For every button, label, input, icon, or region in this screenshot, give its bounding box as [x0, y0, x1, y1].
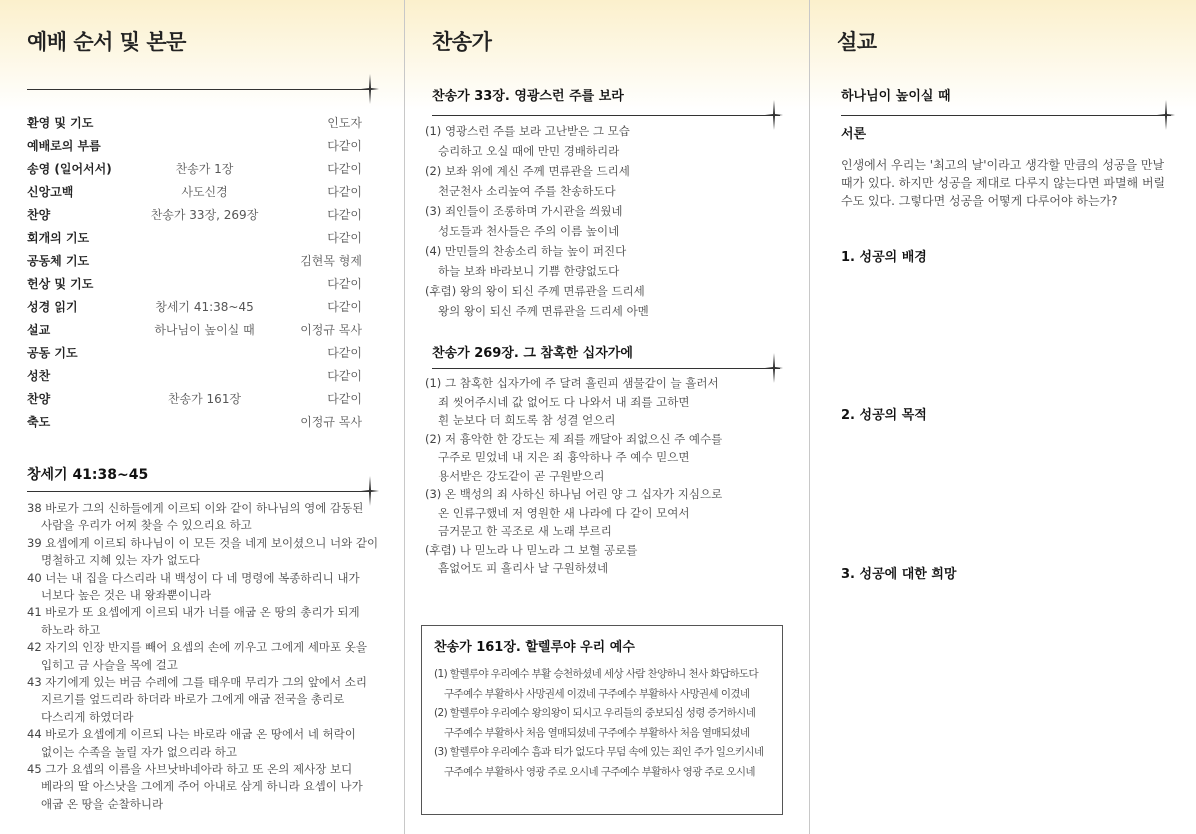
section-title-hymns: 찬송가	[432, 30, 492, 54]
scripture-line: 40 너는 내 집을 다스리라 내 백성이 다 네 명령에 복종하리니 내가	[27, 570, 360, 585]
scripture-line: 44 바로가 요셉에게 이르되 나는 바로라 애굽 온 땅에서 네 허락이	[27, 727, 356, 742]
order-item-leader: 다같이	[327, 162, 362, 176]
order-item-label: 신앙고백	[27, 185, 74, 199]
order-item-leader: 다같이	[327, 231, 362, 245]
lyric-line: (1) 할렐루야 우리예수 부활 승천하셨네 세상 사람 찬양하니 천사 화답하도다	[434, 668, 759, 680]
scripture-line: 지르기를 엎드리라 하더라 바로가 그에게 애굽 전국을 총리로	[41, 692, 345, 707]
hymn-269-title: 찬송가 269장. 그 참혹한 십자가에	[432, 346, 633, 361]
lyric-line: (후렴) 왕의 왕이 되신 주께 면류관을 드리세	[425, 284, 645, 298]
order-item-leader: 인도자	[327, 116, 362, 130]
hymn-161-title: 찬송가 161장. 할렐루야 우리 예수	[434, 640, 635, 655]
order-item-detail: 찬송가 1장	[175, 162, 234, 176]
order-item-leader: 다같이	[327, 277, 362, 291]
order-item-label: 회개의 기도	[27, 231, 90, 245]
order-row	[27, 137, 362, 155]
lyric-line: 구주예수 부활하사 영광 주로 오시네 구주예수 부활하사 영광 주로 오시네	[444, 765, 755, 778]
order-item-label: 성경 읽기	[27, 300, 78, 314]
lyric-line: (1) 영광스런 주를 보라 고난받은 그 모습	[425, 124, 630, 138]
lyric-line: 용서받은 강도같이 곧 구원받으리	[438, 468, 605, 483]
order-row	[27, 160, 362, 178]
lyric-line: (4) 만민들의 찬송소리 하늘 높이 퍼진다	[425, 244, 627, 258]
order-item-label: 축도	[27, 415, 51, 429]
sermon-point-3: 3. 성공에 대한 희망	[841, 567, 957, 582]
divider-rule	[841, 115, 1171, 116]
order-item-leader: 이정규 목사	[300, 415, 362, 429]
lyric-line: 승리하고 오실 때에 만민 경배하리라	[438, 144, 620, 158]
scripture-line: 입히고 금 사슬을 목에 걸고	[41, 657, 178, 672]
order-item-detail: 사도신경	[181, 185, 228, 199]
scripture-line: 없이는 수족을 놀릴 자가 없으리라 하고	[41, 744, 238, 759]
scripture-line: 41 바로가 또 요셉에게 이르되 내가 너를 애굽 온 땅의 총리가 되게	[27, 605, 360, 620]
scripture-line: 42 자기의 인장 반지를 빼어 요셉의 손에 끼우고 그에게 세마포 옷을	[27, 640, 368, 655]
lyric-line: (후렴) 나 믿노라 나 믿노라 그 보혈 공로를	[425, 542, 638, 557]
order-item-label: 찬양	[27, 392, 51, 406]
scripture-line: 명철하고 지혜 있는 자가 없도다	[41, 553, 201, 568]
section-title-order: 예배 순서 및 본문	[27, 30, 186, 54]
order-row	[27, 298, 362, 316]
lyric-line: 천군천사 소리높여 주를 찬송하도다	[438, 184, 616, 198]
order-row	[27, 390, 362, 408]
lyric-line: (3) 할렐루야 우리예수 흠과 티가 없도다 무덤 속에 있는 죄인 주가 일으키시네	[434, 746, 764, 758]
order-item-label: 환영 및 기도	[27, 116, 94, 130]
order-item-detail: 창세기 41:38~45	[155, 300, 254, 314]
lyric-line: (3) 죄인들이 조롱하며 가시관을 씌웠네	[425, 204, 623, 218]
scripture-line: 38 바로가 그의 신하들에게 이르되 이와 같이 하나님의 영에 감동된	[27, 501, 364, 515]
scripture-line: 베라의 딸 아스낫을 그에게 주어 아내로 삼게 하니라 요셉이 나가	[41, 779, 363, 794]
lyric-line: (2) 할렐루야 우리예수 왕의왕이 되시고 우리들의 중보되심 성령 증거하시네	[434, 707, 756, 719]
order-item-label: 헌상 및 기도	[27, 277, 94, 291]
order-row	[27, 413, 362, 431]
scripture-line: 애굽 온 땅을 순찰하니라	[41, 796, 164, 811]
sparkle-icon	[361, 476, 379, 506]
order-of-worship-column	[0, 0, 404, 834]
lyric-line: (2) 저 흉악한 한 강도는 제 죄를 깨달아 죄없으신 주 예수를	[425, 431, 723, 446]
lyric-line: 죄 씻어주시네 값 없어도 다 나와서 내 죄를 고하면	[438, 394, 690, 409]
hymn-33-title: 찬송가 33장. 영광스런 주를 보라	[432, 89, 624, 104]
scripture-title: 창세기 41:38~45	[27, 467, 149, 483]
sparkle-icon	[361, 74, 379, 104]
lyric-line: 구주예수 부활하사 사망권세 이겼네 구주예수 부활하사 사망권세 이겼네	[444, 687, 750, 700]
lyric-line: 흰 눈보다 더 희도록 참 성결 얻으리	[438, 413, 616, 427]
sparkle-icon	[765, 100, 783, 130]
sparkle-icon	[1157, 100, 1175, 130]
sermon-column	[809, 0, 1196, 834]
scripture-line: 너보다 높은 것은 내 왕좌뿐이니라	[41, 588, 212, 602]
order-item-leader: 김현목 형제	[300, 254, 362, 268]
order-item-leader: 다같이	[327, 392, 362, 406]
lyric-line: (2) 보좌 위에 계신 주께 면류관을 드리세	[425, 164, 630, 178]
divider-rule	[432, 368, 780, 369]
scripture-line: 39 요셉에게 이르되 하나님이 이 모든 것을 네게 보이셨으니 너와 같이	[27, 535, 379, 550]
order-row	[27, 183, 362, 201]
scripture-line: 하노라 하고	[41, 622, 101, 637]
section-title-sermon: 설교	[837, 30, 877, 54]
lyric-line: (3) 온 백성의 죄 사하신 하나님 어린 양 그 십자가 지심으로	[425, 487, 723, 501]
order-item-detail: 하나님이 높이실 때	[154, 323, 255, 337]
sermon-point-2: 2. 성공의 목적	[841, 408, 927, 423]
lyric-line: 성도들과 천사들은 주의 이름 높이네	[438, 224, 620, 238]
divider-rule	[27, 491, 370, 492]
lyric-line: 온 인류구했네 저 영원한 새 나라에 다 같이 모여서	[438, 505, 690, 520]
order-row	[27, 252, 362, 270]
scripture-line: 43 자기에게 있는 버금 수레에 그를 태우매 무리가 그의 앞에서 소리	[27, 675, 368, 689]
lyric-line: 왕의 왕이 되신 주께 면류관을 드리세 아멘	[438, 304, 649, 318]
scripture-line: 사람을 우리가 어찌 찾을 수 있으리요 하고	[41, 518, 252, 533]
order-item-leader: 다같이	[327, 300, 362, 314]
intro-line: 때가 있다. 하지만 성공을 제대로 다루지 않는다면 파멸해 버릴	[841, 176, 1166, 190]
order-row	[27, 114, 362, 132]
lyric-line: 흠없어도 피 흘리사 날 구원하셨네	[438, 561, 609, 575]
order-item-label: 송영 (일어서서)	[27, 162, 112, 176]
order-item-leader: 이정규 목사	[300, 323, 362, 337]
intro-line: 수도 있다. 그렇다면 성공을 어떻게 다루어야 하는가?	[841, 194, 1118, 208]
order-item-label: 공동 기도	[27, 346, 78, 360]
order-item-leader: 다같이	[327, 185, 362, 199]
order-row	[27, 229, 362, 247]
order-item-detail: 찬송가 33장, 269장	[150, 208, 259, 222]
intro-heading: 서론	[841, 127, 867, 142]
order-row	[27, 206, 362, 224]
sermon-title: 하나님이 높이실 때	[841, 89, 951, 104]
order-item-label: 공동체 기도	[27, 254, 90, 268]
lyric-line: (1) 그 참혹한 십자가에 주 달려 흘린피 샘물같이 늘 흘러서	[425, 376, 719, 390]
order-row	[27, 275, 362, 293]
order-item-label: 성찬	[27, 369, 51, 383]
order-item-label: 설교	[27, 323, 51, 337]
order-item-detail: 찬송가 161장	[167, 392, 242, 406]
scripture-line: 45 그가 요셉의 이름을 사브낫바네아라 하고 또 온의 제사장 보디	[27, 762, 353, 776]
divider-rule	[27, 89, 370, 90]
order-item-leader: 다같이	[327, 208, 362, 222]
divider-rule	[432, 115, 780, 116]
order-row	[27, 344, 362, 362]
order-item-leader: 다같이	[327, 139, 362, 153]
order-item-label: 예배로의 부름	[27, 139, 101, 153]
lyric-line: 구주예수 부활하사 처음 열매되셨네 구주예수 부활하사 처음 열매되셨네	[444, 726, 750, 739]
lyric-line: 하늘 보좌 바라보니 기쁨 한량없도다	[438, 264, 620, 278]
lyric-line: 구주로 믿었네 내 지은 죄 흉악하나 주 예수 믿으면	[438, 450, 690, 464]
order-row	[27, 367, 362, 385]
lyric-line: 금거문고 한 곡조로 새 노래 부르리	[438, 524, 612, 538]
order-row	[27, 321, 362, 339]
scripture-line: 다스리게 하였더라	[41, 709, 134, 724]
intro-line: 인생에서 우리는 '최고의 날'이라고 생각할 만큼의 성공을 만날	[841, 158, 1165, 172]
order-item-leader: 다같이	[327, 346, 362, 360]
sermon-point-1: 1. 성공의 배경	[841, 250, 927, 265]
hymn-161-box	[421, 625, 783, 815]
sparkle-icon	[765, 353, 783, 383]
order-item-label: 찬양	[27, 208, 51, 222]
order-item-leader: 다같이	[327, 369, 362, 383]
